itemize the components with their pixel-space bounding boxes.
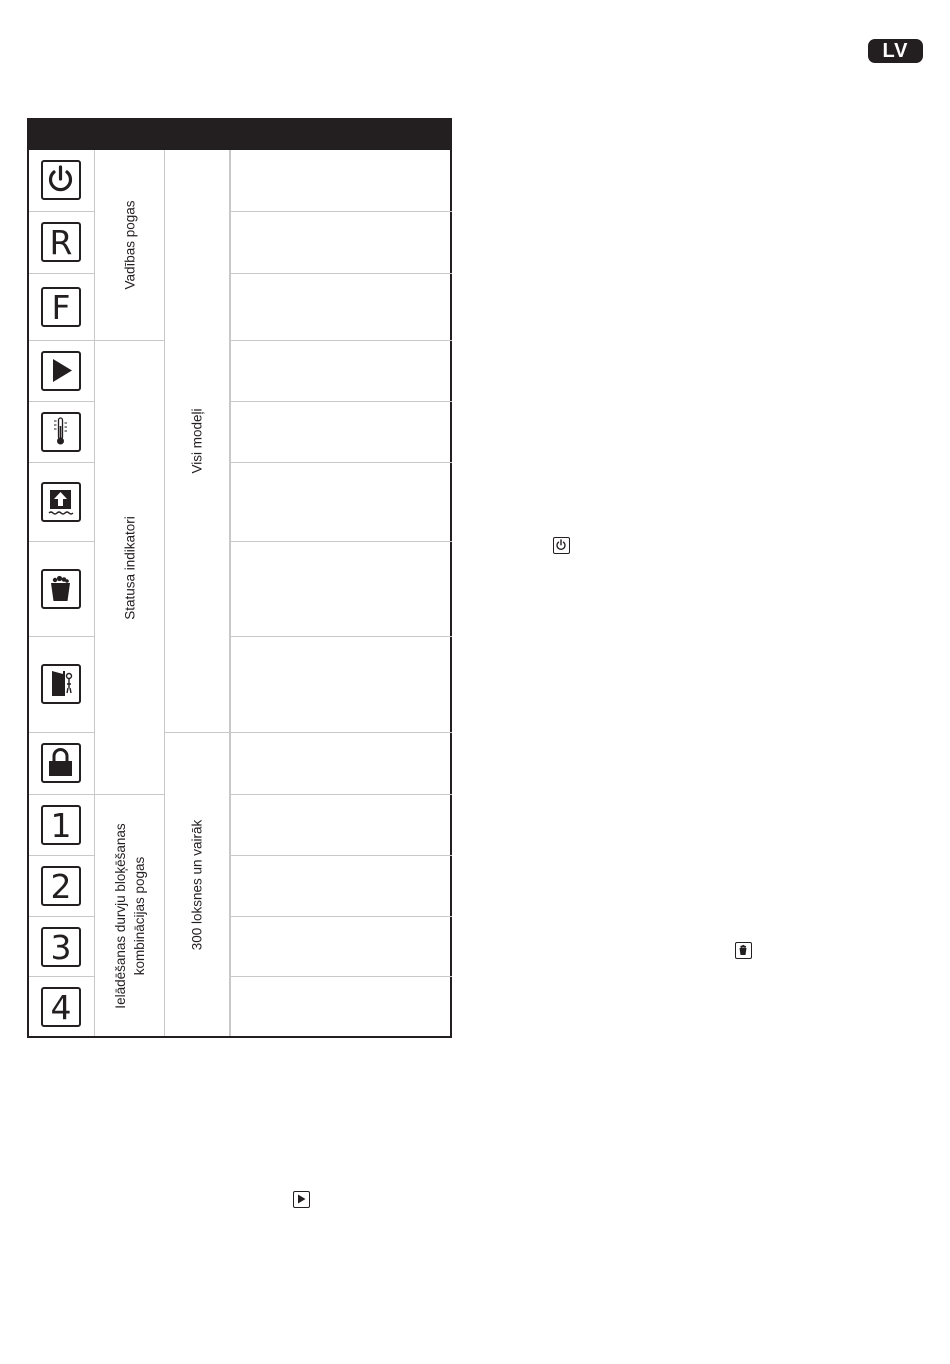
language-badge: LV xyxy=(868,39,923,63)
icon-row-key-1 xyxy=(29,795,95,856)
icon-row-key-2 xyxy=(29,856,95,917)
desc-cell xyxy=(230,341,452,402)
play-icon xyxy=(293,1191,310,1208)
icon-row-thermometer xyxy=(29,402,95,463)
desc-cell xyxy=(230,795,452,856)
icon-row-door xyxy=(29,637,95,733)
key-3-icon: 3 xyxy=(41,927,81,967)
desc-cell xyxy=(230,402,452,463)
controls-table xyxy=(27,118,452,1038)
group-status-indicators xyxy=(95,341,165,795)
desc-cell xyxy=(230,856,452,917)
reverse-icon: R xyxy=(41,222,81,262)
models-label: Visi modeļi xyxy=(189,408,205,474)
models-300-sheets xyxy=(165,733,230,1036)
group-control-buttons xyxy=(95,150,165,341)
table-header-bar xyxy=(27,118,452,150)
icon-row-forward xyxy=(29,274,95,341)
group-label: Ielādēšanas durvju bloķēšanas kombinācijas pogas xyxy=(112,822,147,1009)
power-icon xyxy=(553,537,570,554)
thermometer-icon xyxy=(41,412,81,452)
play-icon xyxy=(41,351,81,391)
models-all xyxy=(165,150,230,733)
models-label: 300 loksnes un vairāk xyxy=(189,819,205,950)
desc-cell xyxy=(230,212,452,274)
icon-row-bin xyxy=(29,542,95,637)
power-icon xyxy=(41,160,81,200)
key-1-icon: 1 xyxy=(41,805,81,845)
paper-feed-icon xyxy=(41,482,81,522)
desc-cell xyxy=(230,977,452,1036)
bin-full-icon xyxy=(41,569,81,609)
group-label: Statusa indikatori xyxy=(122,515,137,620)
key-4-icon: 4 xyxy=(41,987,81,1027)
desc-cell xyxy=(230,917,452,977)
lock-icon xyxy=(41,743,81,783)
icon-row-reverse xyxy=(29,212,95,274)
group-label: Vadības pogas xyxy=(122,200,137,290)
desc-cell xyxy=(230,733,452,795)
icon-row-power xyxy=(29,150,95,212)
icon-row-play xyxy=(29,341,95,402)
bin-full-icon xyxy=(735,942,752,959)
desc-cell xyxy=(230,463,452,542)
icon-row-lock xyxy=(29,733,95,795)
icon-row-key-4 xyxy=(29,977,95,1036)
door-open-icon xyxy=(41,664,81,704)
key-2-icon: 2 xyxy=(41,866,81,906)
icon-row-key-3 xyxy=(29,917,95,977)
desc-cell xyxy=(230,274,452,341)
group-combo-buttons xyxy=(95,795,165,1036)
desc-cell xyxy=(230,542,452,637)
icon-row-paper-feed xyxy=(29,463,95,542)
forward-icon: F xyxy=(41,287,81,327)
desc-cell xyxy=(230,150,452,212)
desc-cell xyxy=(230,637,452,733)
